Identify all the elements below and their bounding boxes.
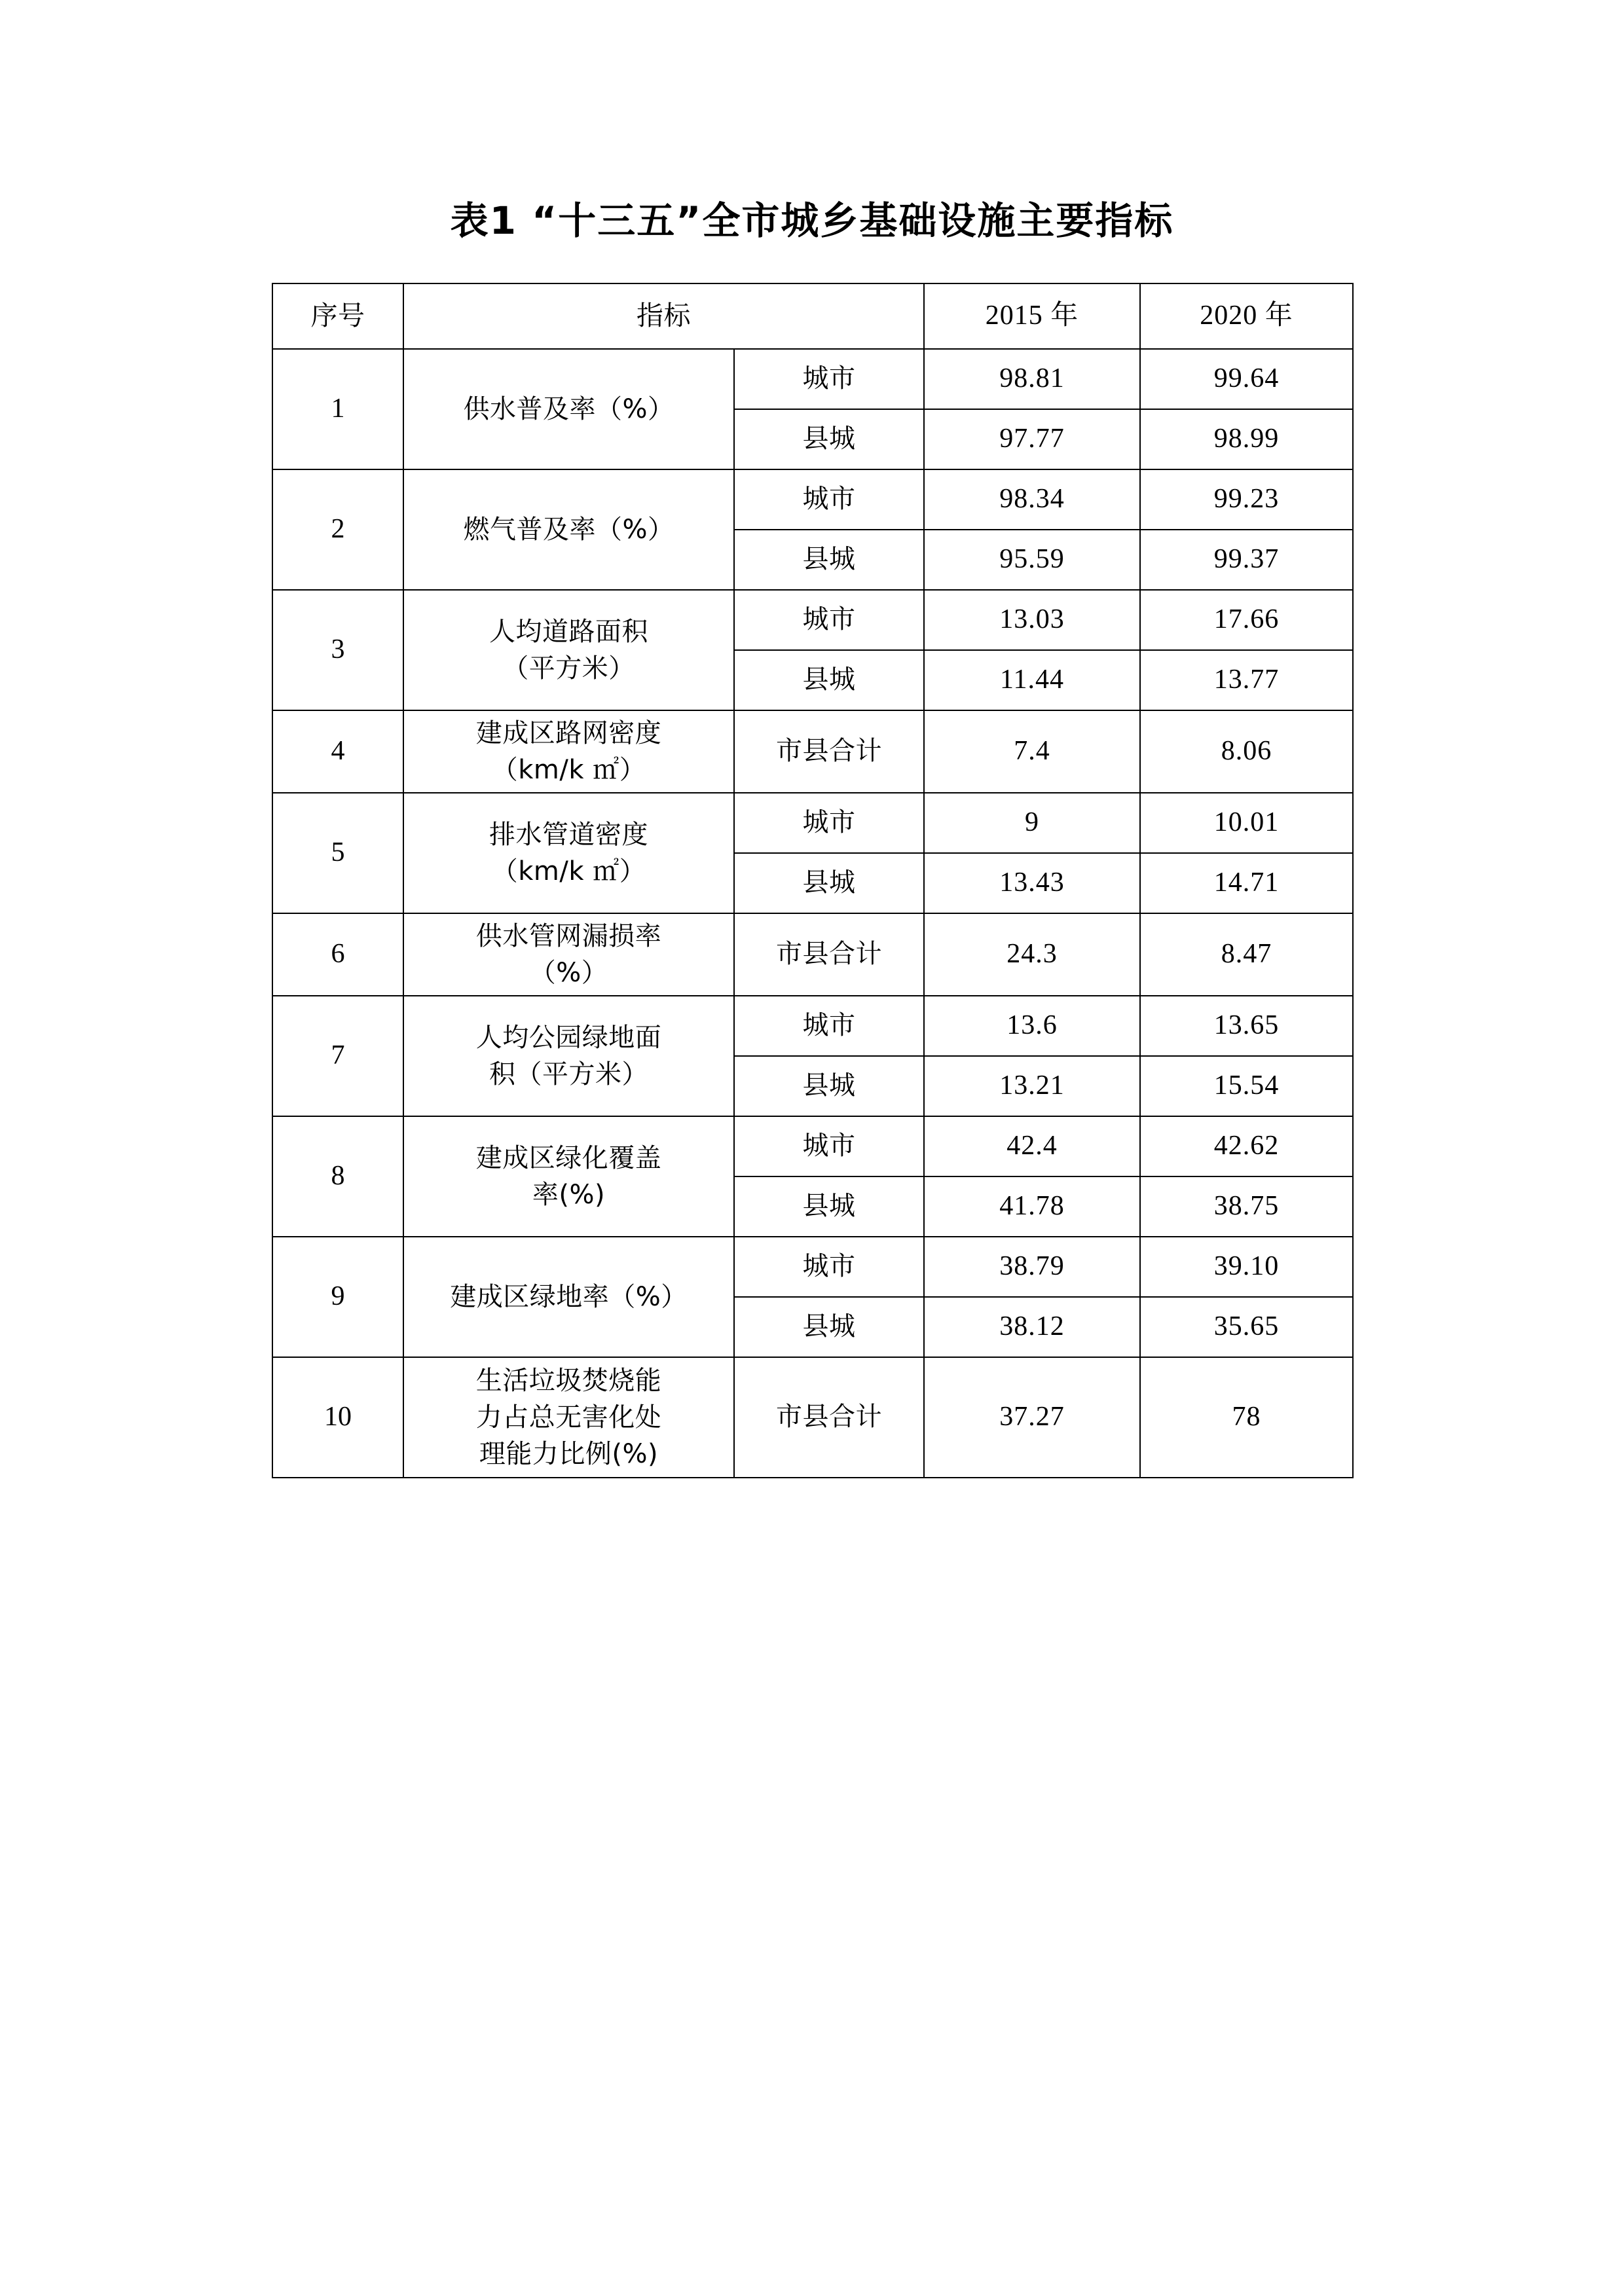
row-scope: 城市 [734, 1116, 924, 1176]
row-scope: 城市 [734, 349, 924, 409]
table-row [272, 710, 1353, 793]
row-index: 8 [272, 1116, 403, 1237]
row-index: 1 [272, 349, 403, 469]
page-title: 表1 “十三五”全市城乡基础设施主要指标 [450, 198, 1174, 243]
table-body [272, 349, 1353, 1478]
row-value-2015: 11.44 [924, 650, 1140, 710]
table-row [272, 996, 1353, 1056]
table-row [272, 590, 1353, 650]
row-index: 2 [272, 469, 403, 590]
column-header-year-2015: 2015 年 [924, 283, 1140, 349]
table-row [272, 349, 1353, 409]
row-scope: 城市 [734, 996, 924, 1056]
row-value-2015: 13.6 [924, 996, 1140, 1056]
row-indicator: 排水管道密度 （km/k ㎡） [403, 793, 734, 913]
table-row [272, 1116, 1353, 1176]
row-indicator: 建成区绿地率（%） [403, 1237, 734, 1357]
row-scope: 市县合计 [734, 710, 924, 793]
table-row [272, 913, 1353, 996]
row-scope: 县城 [734, 409, 924, 469]
row-value-2020: 13.65 [1140, 996, 1353, 1056]
row-value-2015: 37.27 [924, 1357, 1140, 1478]
row-indicator: 供水普及率（%） [403, 349, 734, 469]
row-value-2020: 15.54 [1140, 1056, 1353, 1116]
table-row [272, 1237, 1353, 1297]
row-indicator: 建成区路网密度 （km/k ㎡） [403, 710, 734, 793]
row-value-2015: 38.79 [924, 1237, 1140, 1297]
row-indicator: 人均道路面积 （平方米） [403, 590, 734, 710]
row-value-2015: 24.3 [924, 913, 1140, 996]
row-value-2020: 99.64 [1140, 349, 1353, 409]
row-scope: 县城 [734, 650, 924, 710]
column-header-indicator: 指标 [403, 283, 924, 349]
table-header-row [272, 283, 1353, 349]
indicators-table-wrapper [272, 283, 1352, 1478]
row-index: 10 [272, 1357, 403, 1478]
row-indicator: 供水管网漏损率 （%） [403, 913, 734, 996]
row-value-2015: 95.59 [924, 530, 1140, 590]
row-value-2020: 78 [1140, 1357, 1353, 1478]
row-indicator: 建成区绿化覆盖 率(%) [403, 1116, 734, 1237]
row-value-2015: 13.21 [924, 1056, 1140, 1116]
indicators-table [272, 283, 1354, 1478]
row-value-2020: 42.62 [1140, 1116, 1353, 1176]
row-value-2020: 10.01 [1140, 793, 1353, 853]
table-row [272, 1357, 1353, 1478]
row-index: 5 [272, 793, 403, 913]
row-value-2020: 38.75 [1140, 1176, 1353, 1237]
row-index: 4 [272, 710, 403, 793]
row-value-2015: 41.78 [924, 1176, 1140, 1237]
row-index: 6 [272, 913, 403, 996]
row-value-2020: 35.65 [1140, 1297, 1353, 1357]
row-value-2020: 13.77 [1140, 650, 1353, 710]
row-value-2015: 13.43 [924, 853, 1140, 913]
row-scope: 县城 [734, 1176, 924, 1237]
row-scope: 县城 [734, 853, 924, 913]
row-scope: 县城 [734, 1056, 924, 1116]
row-value-2020: 99.23 [1140, 469, 1353, 530]
row-value-2015: 97.77 [924, 409, 1140, 469]
row-indicator: 燃气普及率（%） [403, 469, 734, 590]
row-scope: 城市 [734, 1237, 924, 1297]
row-value-2015: 7.4 [924, 710, 1140, 793]
row-scope: 城市 [734, 590, 924, 650]
row-value-2020: 14.71 [1140, 853, 1353, 913]
row-index: 7 [272, 996, 403, 1116]
column-header-year-2020: 2020 年 [1140, 283, 1353, 349]
column-header-index: 序号 [272, 283, 403, 349]
row-scope: 城市 [734, 469, 924, 530]
table-row [272, 793, 1353, 853]
table-header [272, 283, 1353, 349]
row-scope: 市县合计 [734, 1357, 924, 1478]
row-value-2015: 98.81 [924, 349, 1140, 409]
row-indicator: 人均公园绿地面 积（平方米） [403, 996, 734, 1116]
row-value-2020: 8.47 [1140, 913, 1353, 996]
row-value-2020: 39.10 [1140, 1237, 1353, 1297]
row-value-2015: 38.12 [924, 1297, 1140, 1357]
row-value-2020: 98.99 [1140, 409, 1353, 469]
row-value-2020: 17.66 [1140, 590, 1353, 650]
row-scope: 县城 [734, 530, 924, 590]
row-value-2020: 8.06 [1140, 710, 1353, 793]
row-value-2015: 9 [924, 793, 1140, 853]
row-value-2020: 99.37 [1140, 530, 1353, 590]
row-scope: 市县合计 [734, 913, 924, 996]
row-value-2015: 13.03 [924, 590, 1140, 650]
row-value-2015: 98.34 [924, 469, 1140, 530]
row-indicator: 生活垃圾焚烧能 力占总无害化处 理能力比例(%) [403, 1357, 734, 1478]
table-row [272, 469, 1353, 530]
row-index: 9 [272, 1237, 403, 1357]
row-index: 3 [272, 590, 403, 710]
row-scope: 县城 [734, 1297, 924, 1357]
row-scope: 城市 [734, 793, 924, 853]
row-value-2015: 42.4 [924, 1116, 1140, 1176]
